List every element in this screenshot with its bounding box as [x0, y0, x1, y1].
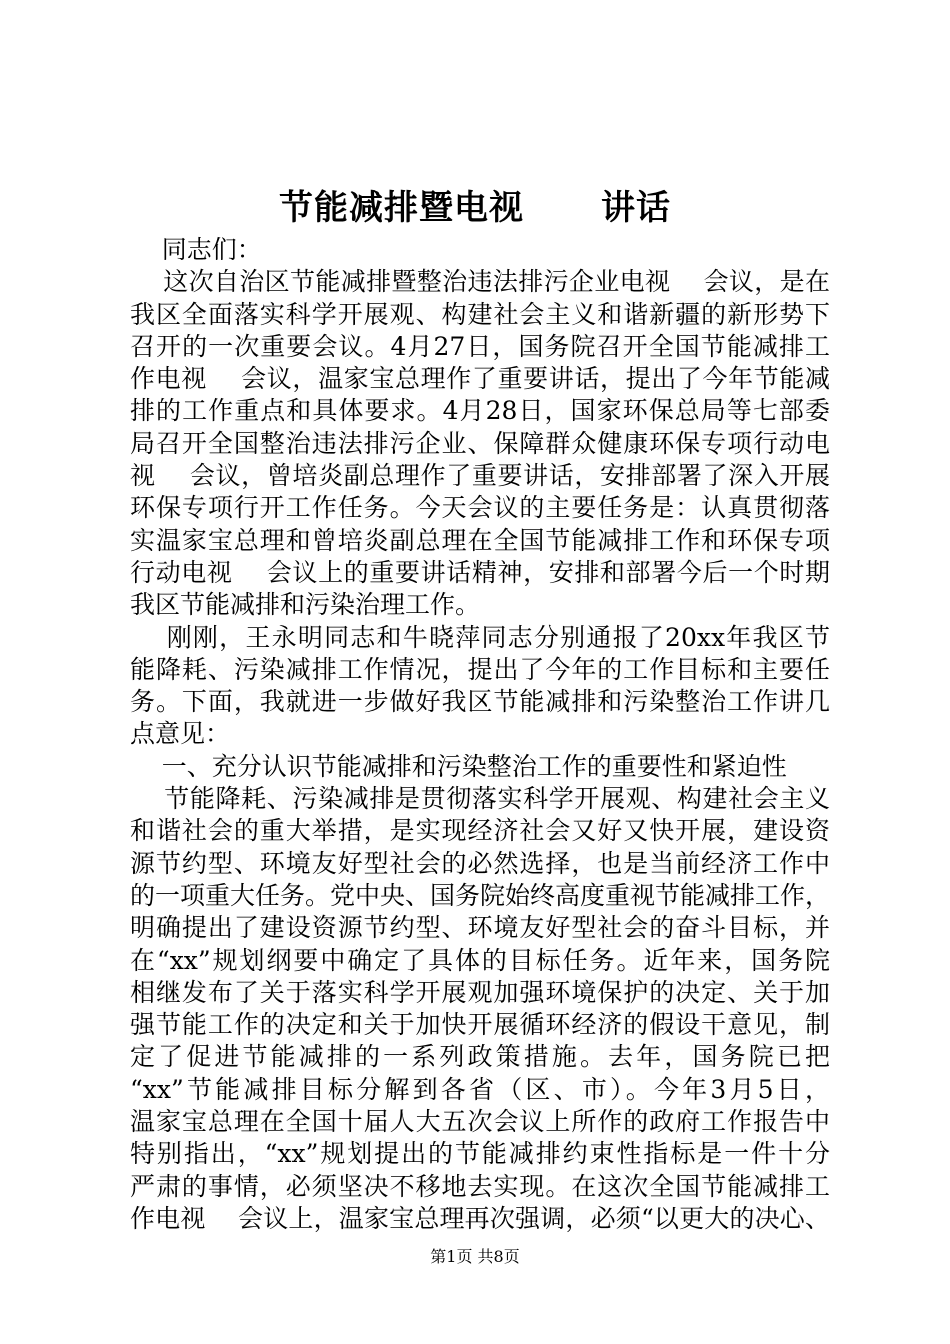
text-line: 和谐社会的重大举措，是实现经济社会又好又快开展，建设资	[130, 816, 830, 846]
page-footer: 第1页 共8页	[430, 1247, 520, 1266]
text-line: 源节约型、环境友好型社会的必然选择，也是当前经济工作中	[130, 848, 830, 878]
text-line: 作电视 会议上，温家宝总理再次强调，必须“以更大的决心、	[130, 1203, 830, 1233]
text-line: 我区节能减排和污染治理工作。	[130, 590, 481, 620]
text-line: 实温家宝总理和曾培炎副总理在全国节能减排工作和环保专项	[130, 525, 830, 555]
text-line: 局召开全国整治违法排污企业、保障群众健康环保专项行动电	[130, 428, 830, 458]
text-line: 温家宝总理在全国十届人大五次会议上所作的政府工作报告中	[130, 1107, 830, 1137]
text-line: 一、充分认识节能减排和污染整治工作的重要性和紧迫性	[130, 751, 787, 781]
text-line: 的一项重大任务。党中央、国务院始终高度重视节能减排工作，	[130, 880, 831, 910]
text-line: 能降耗、污染减排工作情况，提出了今年的工作目标和主要任	[130, 654, 830, 684]
text-line: 强节能工作的决定和关于加快开展循环经济的假设干意见，制	[130, 1010, 830, 1040]
text-line: 排的工作重点和具体要求。4月28日，国家环保总局等七部委	[130, 396, 830, 426]
text-line: 明确提出了建设资源节约型、环境友好型社会的奋斗目标，并	[130, 913, 830, 943]
text-line: “xx”节能减排目标分解到各省（区、市）。今年3月5日，	[130, 1074, 830, 1104]
text-line: 这次自治区节能减排暨整治违法排污企业电视 会议，是在	[130, 267, 830, 297]
text-line: 刚刚，王永明同志和牛晓萍同志分别通报了20xx年我区节	[130, 622, 830, 652]
text-line: 定了促进节能减排的一系列政策措施。去年，国务院已把	[130, 1042, 830, 1072]
text-line: 作电视 会议，温家宝总理作了重要讲话，提出了今年节能减	[130, 364, 830, 394]
text-line: 召开的一次重要会议。4月27日，国务院召开全国节能减排工	[130, 331, 830, 361]
document-body	[130, 234, 830, 1235]
text-line: 点意见：	[130, 719, 231, 749]
text-line: 环保专项行开工作任务。今天会议的主要任务是：认真贯彻落	[130, 493, 830, 523]
document-title: 节能减排暨电视 讲话	[278, 188, 672, 228]
text-line: 同志们：	[130, 235, 262, 264]
text-line: 行动电视 会议上的重要讲话精神，安排和部署今后一个时期	[130, 557, 830, 587]
text-line: 相继发布了关于落实科学开展观加强环境保护的决定、关于加	[130, 977, 830, 1007]
text-line: 视 会议，曾培炎副总理作了重要讲话，安排部署了深入开展	[130, 461, 830, 491]
text-line: 在“xx”规划纲要中确定了具体的目标任务。近年来，国务院	[130, 945, 830, 975]
text-line: 严肃的事情，必须坚决不移地去实现。在这次全国节能减排工	[130, 1171, 830, 1201]
text-line: 特别指出，“xx”规划提出的节能减排约束性指标是一件十分	[130, 1139, 830, 1169]
text-line: 节能降耗、污染减排是贯彻落实科学开展观、构建社会主义	[130, 784, 830, 814]
text-line: 务。下面，我就进一步做好我区节能减排和污染整治工作讲几	[130, 687, 830, 717]
text-line: 我区全面落实科学开展观、构建社会主义和谐新疆的新形势下	[130, 299, 830, 329]
